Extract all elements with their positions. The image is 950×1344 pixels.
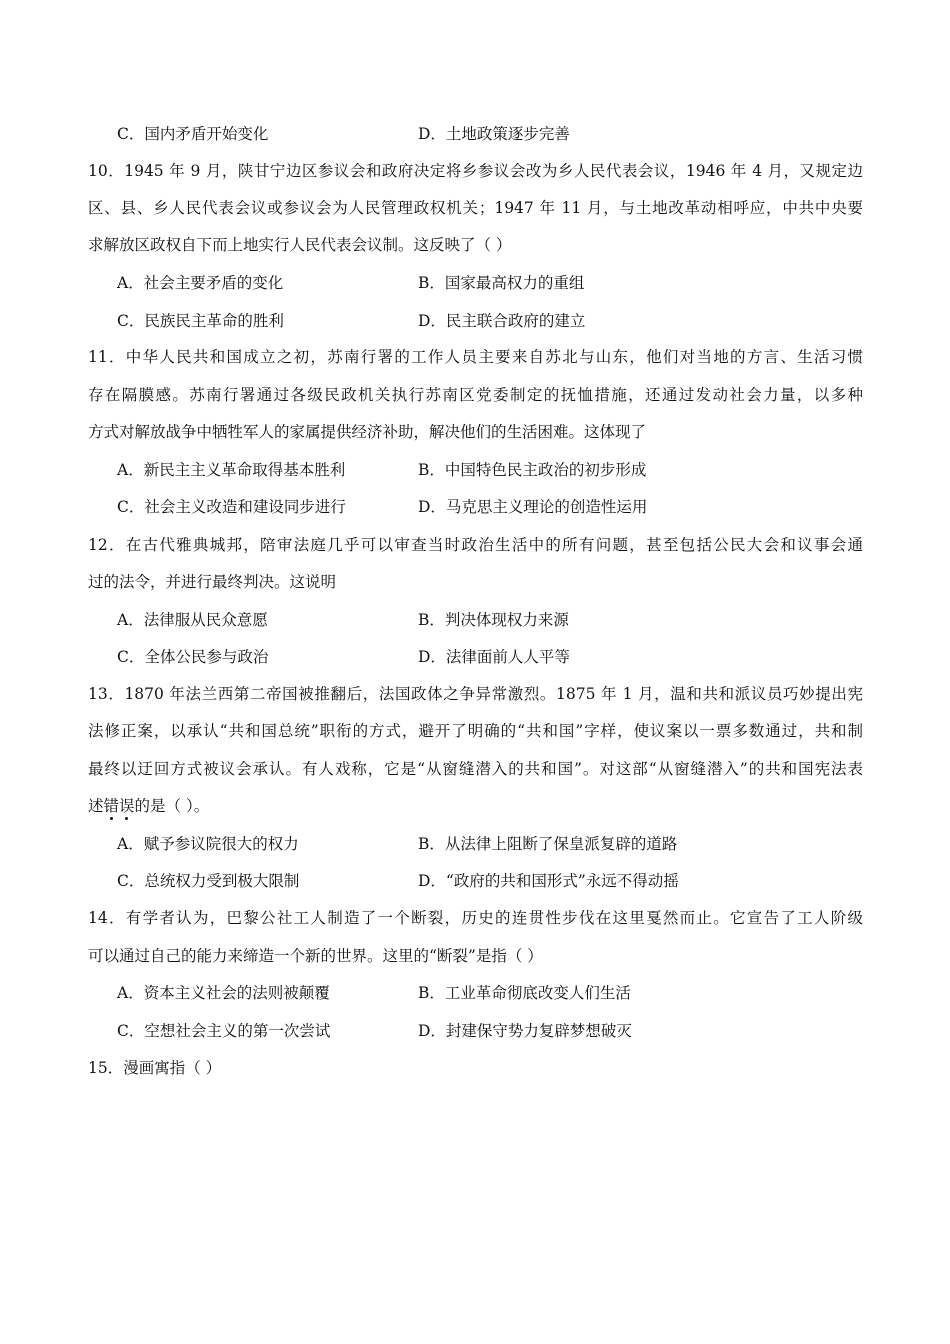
q13-option-d: D．“政府的共和国形式”永远不得动摇 <box>418 872 679 890</box>
q11-option-c: C．社会主义改造和建设同步进行 <box>117 498 346 516</box>
q10-stem-line-2: 区、县、乡人民代表会议或参议会为人民管理政权机关；1947 年 11 月，与土地改革动相呼应，中共中央要 <box>88 199 863 217</box>
q14-option-d: D．封建保守势力复辟梦想破灭 <box>418 1022 632 1040</box>
q14-stem-line-2: 可以通过自己的能力来缔造一个新的世界。这里的“断裂”是指（ ） <box>88 947 543 965</box>
q11-stem-line-1: 11．中华人民共和国成立之初，苏南行署的工作人员主要来自苏北与山东，他们对当地的方言、生活习惯 <box>88 348 863 366</box>
q14-option-a: A．资本主义社会的法则被颠覆 <box>117 984 330 1002</box>
q13-emphasis-char-2: 误 <box>119 797 135 815</box>
q14-option-b: B．工业革命彻底改变人们生活 <box>418 984 631 1002</box>
q13-stem-line-4-post: 的是（ ）。 <box>134 797 210 815</box>
q12-option-a: A．法律服从民众意愿 <box>117 611 268 629</box>
q12-stem-line-2: 过的法令，并进行最终判决。这说明 <box>88 573 337 591</box>
q10-stem-line-3: 求解放区政权自下而上地实行人民代表会议制。这反映了（ ） <box>88 236 512 254</box>
q10-stem-line-1: 10．1945 年 9 月，陕甘宁边区参议会和政府决定将乡参议会改为乡人民代表会议，1946 年 4 月，又规定边 <box>88 162 863 180</box>
q13-option-c: C．总统权力受到极大限制 <box>117 872 300 890</box>
q13-stem-line-3: 最终以迂回方式被议会承认。有人戏称，它是“从窗缝潜入的共和国”。对这部“从窗缝潜入”的共和国宪法表 <box>88 760 863 778</box>
q9-option-c: C．国内矛盾开始变化 <box>117 125 269 143</box>
q15-stem-line-1: 15．漫画寓指（ ） <box>88 1059 222 1077</box>
q10-option-c: C．民族民主革命的胜利 <box>117 312 284 330</box>
q11-option-b: B．中国特色民主政治的初步形成 <box>418 461 647 479</box>
q12-option-c: C．全体公民参与政治 <box>117 648 269 666</box>
q11-option-a: A．新民主主义革命取得基本胜利 <box>117 461 346 479</box>
q13-stem-line-2: 法修正案，以承认“共和国总统”职衔的方式，避开了明确的“共和国”字样，使议案以一票多数通过，共和制 <box>88 722 863 740</box>
q13-stem-line-4 <box>88 796 863 816</box>
q10-option-d: D．民主联合政府的建立 <box>418 312 586 330</box>
q13-stem-line-1: 13．1870 年法兰西第二帝国被推翻后，法国政体之争异常激烈。1875 年 1 月，温和共和派议员巧妙提出宪 <box>88 685 863 703</box>
q12-option-b: B．判决体现权力来源 <box>418 611 569 629</box>
q11-option-d: D．马克思主义理论的创造性运用 <box>418 498 648 516</box>
q13-stem-line-4-pre: 述 <box>88 797 104 815</box>
q10-option-a: A．社会主要矛盾的变化 <box>117 274 284 292</box>
q11-stem-line-3: 方式对解放战争中牺牲军人的家属提供经济补助，解决他们的生活困难。这体现了 <box>88 423 647 441</box>
q13-option-a: A．赋予参议院很大的权力 <box>117 835 299 853</box>
q9-option-d: D．土地政策逐步完善 <box>418 125 570 143</box>
q12-option-d: D．法律面前人人平等 <box>418 648 570 666</box>
q13-option-b: B．从法律上阻断了保皇派复辟的道路 <box>418 835 678 853</box>
q14-option-c: C．空想社会主义的第一次尝试 <box>117 1022 331 1040</box>
q11-stem-line-2: 存在隔膜感。苏南行署通过各级民政机关执行苏南区党委制定的抚恤措施，还通过发动社会力量，以多种 <box>88 386 863 404</box>
q14-stem-line-1: 14．有学者认为，巴黎公社工人制造了一个断裂，历史的连贯性步伐在这里戛然而止。它宣告了工人阶级 <box>88 909 863 927</box>
q13-emphasis-char-1: 错 <box>103 797 120 815</box>
q12-stem-line-1: 12．在古代雅典城邦，陪审法庭几乎可以审查当时政治生活中的所有问题，甚至包括公民大会和议事会通 <box>88 536 863 554</box>
q10-option-b: B．国家最高权力的重组 <box>418 274 585 292</box>
